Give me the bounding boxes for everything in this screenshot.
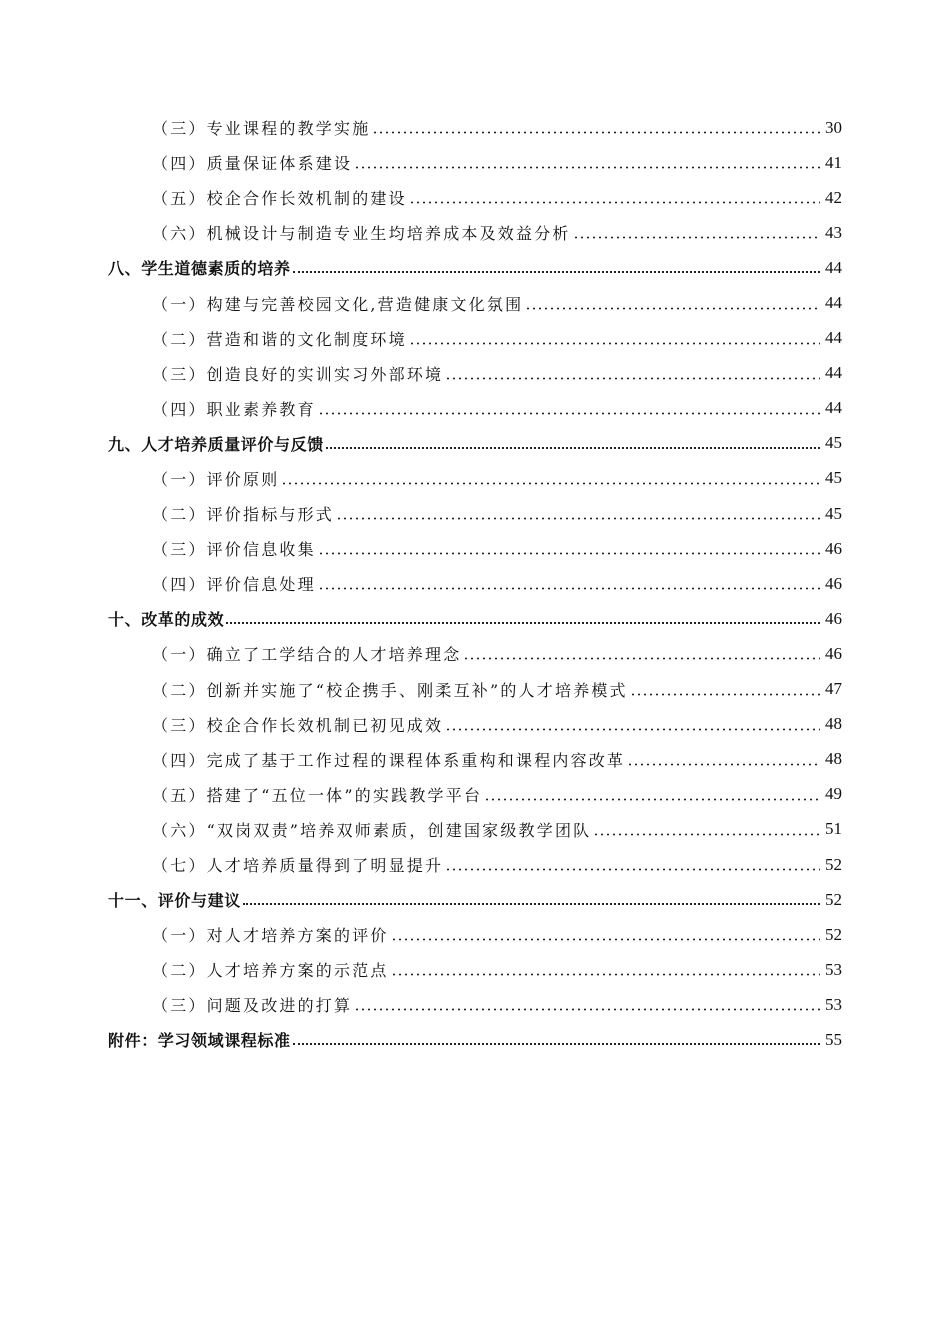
toc-section-entry[interactable] <box>0 321 950 356</box>
toc-page-number: 44 <box>825 257 842 277</box>
toc-dot-leader <box>409 342 820 345</box>
toc-page-number: 52 <box>825 889 842 909</box>
toc-dot-leader <box>318 412 820 415</box>
toc-section-entry[interactable] <box>0 461 950 496</box>
toc-page-number: 44 <box>825 363 842 383</box>
toc-entry-title: （三）创造良好的实训实习外部环境 <box>152 364 444 384</box>
toc-dot-leader <box>391 973 820 976</box>
toc-section-entry[interactable] <box>0 987 950 1022</box>
toc-dot-leader <box>409 201 820 204</box>
toc-dot-leader <box>372 131 820 134</box>
toc-dot-leader <box>593 833 820 836</box>
toc-page-number: 44 <box>825 328 842 348</box>
toc-dot-leader <box>318 552 820 555</box>
toc-entry-title: 九、人才培养质量评价与反馈 <box>108 434 324 454</box>
toc-entry-title: （二）营造和谐的文化制度环境 <box>152 329 407 349</box>
toc-section-entry[interactable] <box>0 566 950 601</box>
toc-section-entry[interactable] <box>0 110 950 145</box>
toc-entry-title: 十一、评价与建议 <box>108 891 241 911</box>
toc-entry-title: （五）搭建了“五位一体”的实践教学平台 <box>152 785 483 805</box>
toc-page-number: 52 <box>825 854 842 874</box>
toc-section-entry[interactable] <box>0 812 950 847</box>
toc-section-entry[interactable] <box>0 672 950 707</box>
toc-dot-leader <box>293 270 820 273</box>
toc-section-entry[interactable] <box>0 777 950 812</box>
toc-dot-leader <box>445 868 820 871</box>
toc-page-number: 46 <box>825 573 842 593</box>
toc-entry-title: （五）校企合作长效机制的建设 <box>152 189 407 209</box>
toc-dot-leader <box>525 307 820 310</box>
toc-page-number: 44 <box>825 398 842 418</box>
toc-entry-title: （二）评价指标与形式 <box>152 505 335 525</box>
table-of-contents <box>0 110 950 1058</box>
toc-entry-title: （六）“双岗双责”培养双师素质，创建国家级教学团队 <box>152 820 592 840</box>
toc-dot-leader <box>293 1042 820 1045</box>
toc-entry-title: （三）校企合作长效机制已初见成效 <box>152 715 444 735</box>
toc-dot-leader <box>627 763 820 766</box>
toc-entry-title: （四）职业素养教育 <box>152 399 316 419</box>
toc-page-number: 53 <box>825 994 842 1014</box>
toc-page-number: 55 <box>825 1029 842 1049</box>
toc-dot-leader <box>336 517 820 520</box>
toc-chapter-entry[interactable] <box>0 250 950 285</box>
toc-section-entry[interactable] <box>0 636 950 671</box>
toc-entry-title: 十、改革的成效 <box>108 610 225 630</box>
toc-section-entry[interactable] <box>0 180 950 215</box>
toc-section-entry[interactable] <box>0 952 950 987</box>
toc-entry-title: （四）完成了基于工作过程的课程体系重构和课程内容改革 <box>152 750 626 770</box>
toc-page-number: 48 <box>825 749 842 769</box>
toc-dot-leader <box>630 693 820 696</box>
toc-page-number: 46 <box>825 643 842 663</box>
toc-entry-title: （三）评价信息收集 <box>152 540 316 560</box>
toc-page-number: 51 <box>825 819 842 839</box>
toc-chapter-entry[interactable] <box>0 1022 950 1057</box>
toc-page-number: 43 <box>825 222 842 242</box>
toc-entry-title: （一）评价原则 <box>152 469 280 489</box>
toc-page-number: 48 <box>825 714 842 734</box>
toc-dot-leader <box>281 482 820 485</box>
toc-entry-title: （二）创新并实施了“校企携手、刚柔互补”的人才培养模式 <box>152 680 628 700</box>
toc-section-entry[interactable] <box>0 531 950 566</box>
toc-dot-leader <box>318 587 820 590</box>
toc-page-number: 45 <box>825 503 842 523</box>
toc-section-entry[interactable] <box>0 847 950 882</box>
toc-entry-title: （二）人才培养方案的示范点 <box>152 961 389 981</box>
toc-dot-leader <box>226 621 820 624</box>
toc-page-number: 49 <box>825 784 842 804</box>
toc-entry-title: （四）评价信息处理 <box>152 575 316 595</box>
toc-dot-leader <box>391 938 820 941</box>
toc-entry-title: （一）确立了工学结合的人才培养理念 <box>152 645 462 665</box>
toc-section-entry[interactable] <box>0 285 950 320</box>
toc-dot-leader <box>354 1008 820 1011</box>
toc-dot-leader <box>573 236 820 239</box>
toc-section-entry[interactable] <box>0 496 950 531</box>
toc-section-entry[interactable] <box>0 707 950 742</box>
toc-page-number: 42 <box>825 187 842 207</box>
toc-entry-title: （四）质量保证体系建设 <box>152 154 353 174</box>
toc-entry-title: （六）机械设计与制造专业生均培养成本及效益分析 <box>152 224 571 244</box>
toc-section-entry[interactable] <box>0 356 950 391</box>
toc-entry-title: （三）问题及改进的打算 <box>152 996 353 1016</box>
toc-entry-title: 八、学生道德素质的培养 <box>108 259 291 279</box>
toc-chapter-entry[interactable] <box>0 882 950 917</box>
toc-page-number: 41 <box>825 152 842 172</box>
toc-entry-title: （一）对人才培养方案的评价 <box>152 926 389 946</box>
toc-dot-leader <box>326 446 820 449</box>
toc-page-number: 47 <box>825 679 842 699</box>
toc-dot-leader <box>484 798 820 801</box>
toc-entry-title: 附件：学习领域课程标准 <box>108 1031 291 1051</box>
toc-page-number: 46 <box>825 538 842 558</box>
toc-page-number: 45 <box>825 468 842 488</box>
toc-dot-leader <box>445 728 820 731</box>
toc-dot-leader <box>354 166 820 169</box>
toc-entry-title: （三）专业课程的教学实施 <box>152 119 371 139</box>
toc-section-entry[interactable] <box>0 391 950 426</box>
toc-entry-title: （一）构建与完善校园文化,营造健康文化氛围 <box>152 294 524 314</box>
toc-section-entry[interactable] <box>0 917 950 952</box>
toc-dot-leader <box>463 657 820 660</box>
toc-chapter-entry[interactable] <box>0 426 950 461</box>
toc-page-number: 46 <box>825 608 842 628</box>
toc-page-number: 30 <box>825 117 842 137</box>
toc-page-number: 52 <box>825 924 842 944</box>
toc-section-entry[interactable] <box>0 145 950 180</box>
toc-chapter-entry[interactable] <box>0 601 950 636</box>
toc-page-number: 45 <box>825 433 842 453</box>
toc-dot-leader <box>243 902 820 905</box>
toc-section-entry[interactable] <box>0 742 950 777</box>
toc-section-entry[interactable] <box>0 215 950 250</box>
toc-page-number: 53 <box>825 959 842 979</box>
toc-dot-leader <box>445 377 820 380</box>
toc-page-number: 44 <box>825 293 842 313</box>
toc-entry-title: （七）人才培养质量得到了明显提升 <box>152 856 444 876</box>
